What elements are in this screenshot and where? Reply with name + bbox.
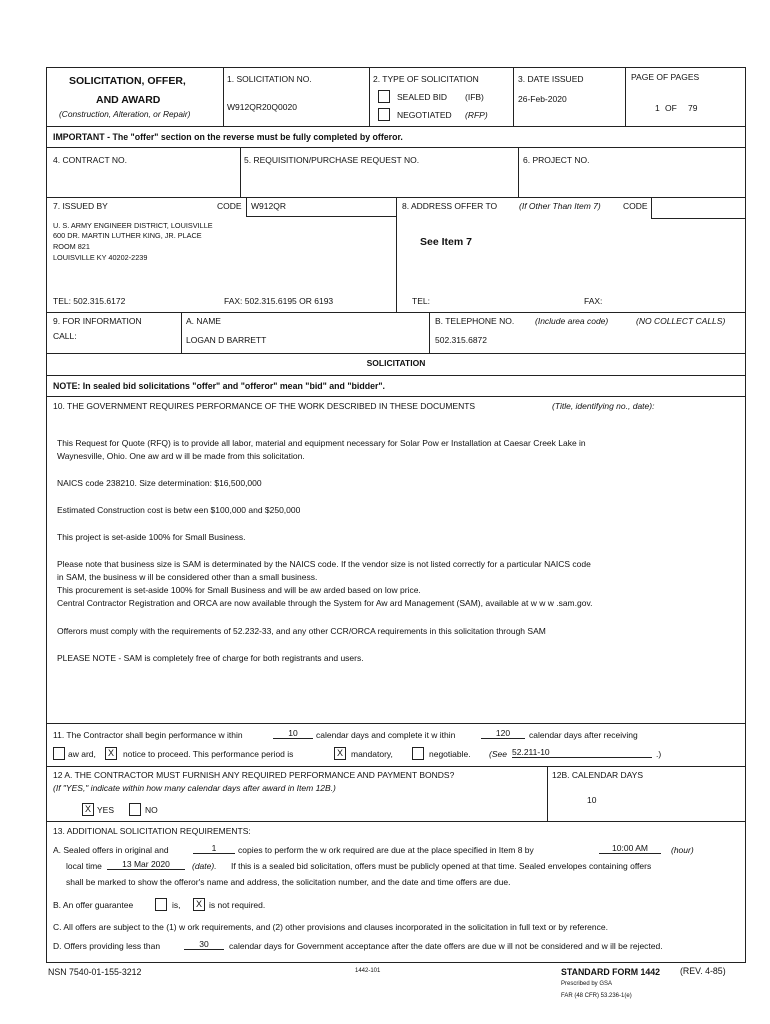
item13-date[interactable]: 13 Mar 2020	[107, 859, 185, 870]
form-title-line-2: AND AWARD	[96, 94, 161, 106]
requisition-no-label: 5. REQUISITION/PURCHASE REQUEST NO.	[244, 155, 420, 165]
item11-close: .)	[656, 749, 662, 759]
item13-a2: copies to perform the w ork required are due at the place specified in Item 8 by	[238, 845, 534, 855]
bonds-yes-label: YES	[97, 805, 115, 815]
info-label-1: 9. FOR INFORMATION	[53, 316, 142, 326]
item10-p5a: Please note that business size is SAM is determinated by the NAICS code. If the vendor size is not listed correctly for a particular NAICS code	[57, 559, 591, 569]
negotiated-label: NEGOTIATED	[397, 110, 452, 120]
item11-days-begin[interactable]: 10	[273, 728, 313, 739]
telephone-label: B. TELEPHONE NO.	[435, 316, 515, 326]
negotiated-checkbox[interactable]	[378, 108, 390, 121]
item11-clause[interactable]: 52.211-10	[512, 747, 652, 758]
offer-to-qualifier: (If Other Than Item 7)	[519, 201, 601, 211]
page-of: OF	[665, 103, 677, 113]
page-number: 1	[655, 103, 660, 113]
important-note: IMPORTANT - The "offer" section on the reverse must be fully completed by offeror.	[53, 132, 403, 142]
sealed-bid-abbr: (IFB)	[465, 92, 484, 102]
item13-b1: B. An offer guarantee	[53, 900, 134, 910]
item11-text-c: calendar days after receiving	[529, 730, 638, 740]
footer-code: 1442-101	[355, 968, 381, 974]
section-solicitation: SOLICITATION	[366, 358, 426, 368]
no-collect-calls: (NO COLLECT CALLS)	[636, 316, 726, 326]
award-checkbox[interactable]	[53, 747, 65, 760]
solicitation-no: W912QR20Q0020	[227, 102, 297, 112]
mandatory-checkbox[interactable]: X	[334, 747, 346, 760]
footer-far: FAR (48 CFR) 53.236-1(e)	[561, 993, 632, 999]
offer-to-code-label: CODE	[623, 201, 648, 211]
item13-a3: If this is a sealed bid solicitation, offers must be publicly opened at that time. Sealed envelopes containing offers	[231, 861, 652, 871]
issued-by-address-4: LOUISVILLE KY 40202-2239	[53, 253, 148, 262]
offer-to-label: 8. ADDRESS OFFER TO	[402, 201, 498, 211]
item10-p1b: Waynesville, Ohio. One aw ard w ill be made from this solicitation.	[57, 451, 305, 461]
contact-name: LOGAN D BARRETT	[186, 335, 267, 345]
item11-award: aw ard,	[68, 749, 96, 759]
item10-p5d: Central Contractor Registration and ORCA are now available through the System for Aw ard Management (SAM), available at w w w .sam.gov.	[57, 598, 593, 608]
item10-p4: This project is set-aside 100% for Small Business.	[57, 532, 246, 542]
page-total: 79	[688, 103, 698, 113]
contact-name-label: A. NAME	[186, 316, 221, 326]
item13-not-required: is not required.	[209, 900, 266, 910]
bonds-no-checkbox[interactable]	[129, 803, 141, 816]
item11-negotiable: negotiable.	[429, 749, 471, 759]
sf1442-form	[46, 67, 746, 963]
item11-text-b: calendar days and complete it w ithin	[316, 730, 456, 740]
offer-to-fax: FAX:	[584, 296, 603, 306]
item10-p2: NAICS code 238210. Size determination: $16,500,000	[57, 478, 262, 488]
see-item-7: See Item 7	[420, 236, 472, 248]
contract-no-label: 4. CONTRACT NO.	[53, 155, 127, 165]
item10-p6: Offerors must comply with the requirements of 52.232-33, and any other CCR/ORCA requirements in this solicitation through SAM	[57, 626, 546, 636]
item13-hour: (hour)	[671, 845, 694, 855]
item13-d2: calendar days for Government acceptance after the date offers are due w ill not be considered and w ill be rejected.	[229, 941, 663, 951]
info-label-2: CALL:	[53, 331, 77, 341]
type-of-solicitation-label: 2. TYPE OF SOLICITATION	[373, 74, 479, 84]
item10-p1a: This Request for Quote (RFQ) is to provide all labor, material and equipment necessary for Solar Pow er Installation at Caesar Creek Lake in	[57, 438, 586, 448]
bonds-no-label: NO	[145, 805, 158, 815]
item11-days-complete[interactable]: 120	[481, 728, 525, 739]
guarantee-not-required-checkbox[interactable]: X	[193, 898, 205, 911]
item13-d1: D. Offers providing less than	[53, 941, 161, 951]
footer-prescribed: Prescribed by GSA	[561, 981, 613, 987]
item11-text-a: 11. The Contractor shall begin performance w ithin	[53, 730, 243, 740]
item10-p3: Estimated Construction cost is betw een $100,000 and $250,000	[57, 505, 301, 515]
issued-by-fax: FAX: 502.315.6195 OR 6193	[224, 296, 334, 306]
item11-mandatory: mandatory,	[351, 749, 393, 759]
sealed-bid-label: SEALED BID	[397, 92, 448, 102]
item11-ntp: notice to proceed. This performance period is	[123, 749, 294, 759]
note-sealed-bid: NOTE: In sealed bid solicitations "offer" and "offeror" mean "bid" and "bidder".	[53, 381, 386, 391]
item13-a1: A. Sealed offers in original and	[53, 845, 169, 855]
footer-form: STANDARD FORM 1442	[561, 967, 661, 977]
item13-copies[interactable]: 1	[193, 843, 235, 854]
item10-p7: PLEASE NOTE - SAM is completely free of charge for both registrants and users.	[57, 653, 364, 663]
item10-qualifier: (Title, identifying no., date):	[552, 401, 655, 411]
issued-by-code-label: CODE	[217, 201, 242, 211]
item13-date-label: (date).	[192, 861, 217, 871]
item13-c: C. All offers are subject to the (1) w ork requirements, and (2) other provisions and clauses incorporated in the solicitation in full text or by reference.	[53, 922, 608, 932]
item13-a4: shall be marked to show the offeror's name and address, the solicitation number, and the date and time offers are due.	[66, 877, 511, 887]
telephone-number: 502.315.6872	[435, 335, 487, 345]
sealed-bid-checkbox[interactable]	[378, 90, 390, 103]
footer-rev: (REV. 4-85)	[680, 966, 726, 976]
footer-nsn: NSN 7540-01-155-3212	[48, 967, 142, 977]
item12b-days: 10	[587, 795, 597, 805]
project-no-label: 6. PROJECT NO.	[523, 155, 590, 165]
form-title-line-1: SOLICITATION, OFFER,	[69, 75, 186, 87]
issued-by-label: 7. ISSUED BY	[53, 201, 108, 211]
negotiable-checkbox[interactable]	[412, 747, 424, 760]
issued-by-tel: TEL: 502.315.6172	[53, 296, 126, 306]
item13-time[interactable]: 10:00 AM	[599, 843, 661, 854]
guarantee-is-checkbox[interactable]	[155, 898, 167, 911]
solicitation-no-label: 1. SOLICITATION NO.	[227, 74, 312, 84]
bonds-yes-checkbox[interactable]: X	[82, 803, 94, 816]
item10-label: 10. THE GOVERNMENT REQUIRES PERFORMANCE OF THE WORK DESCRIBED IN THESE DOCUMENTS	[53, 401, 476, 411]
issued-by-address-1: U. S. ARMY ENGINEER DISTRICT, LOUISVILLE	[53, 221, 213, 230]
ntp-checkbox[interactable]: X	[105, 747, 117, 760]
item10-p5c: This procurement is set-aside 100% for Small Business and will be aw arded based on low price.	[57, 585, 421, 595]
issued-by-address-3: ROOM 821	[53, 242, 90, 251]
issued-by-address-2: 600 DR. MARTIN LUTHER KING, JR. PLACE	[53, 231, 202, 240]
telephone-qualifier: (Include area code)	[535, 316, 609, 326]
item11-see: (See	[489, 749, 507, 759]
item13-label: 13. ADDITIONAL SOLICITATION REQUIREMENTS:	[53, 826, 251, 836]
page-of-pages-label: PAGE OF PAGES	[631, 72, 700, 82]
item12a-hint: (If "YES," indicate within how many calendar days after award in Item 12B.)	[53, 783, 336, 793]
form-subtitle: (Construction, Alteration, or Repair)	[59, 109, 191, 119]
item13-local-time: local time	[66, 861, 102, 871]
item13-accept-days[interactable]: 30	[184, 939, 224, 950]
item10-p5b: in SAM, the business w ill be considered other than a small business.	[57, 572, 318, 582]
negotiated-abbr: (RFP)	[465, 110, 488, 120]
item12a-label: 12 A. THE CONTRACTOR MUST FURNISH ANY REQUIRED PERFORMANCE AND PAYMENT BONDS?	[53, 770, 455, 780]
offer-to-tel: TEL:	[412, 296, 430, 306]
item12b-label: 12B. CALENDAR DAYS	[552, 770, 644, 780]
date-issued: 26-Feb-2020	[518, 94, 567, 104]
date-issued-label: 3. DATE ISSUED	[518, 74, 584, 84]
item13-is: is,	[172, 900, 181, 910]
issued-by-code: W912QR	[251, 201, 286, 211]
